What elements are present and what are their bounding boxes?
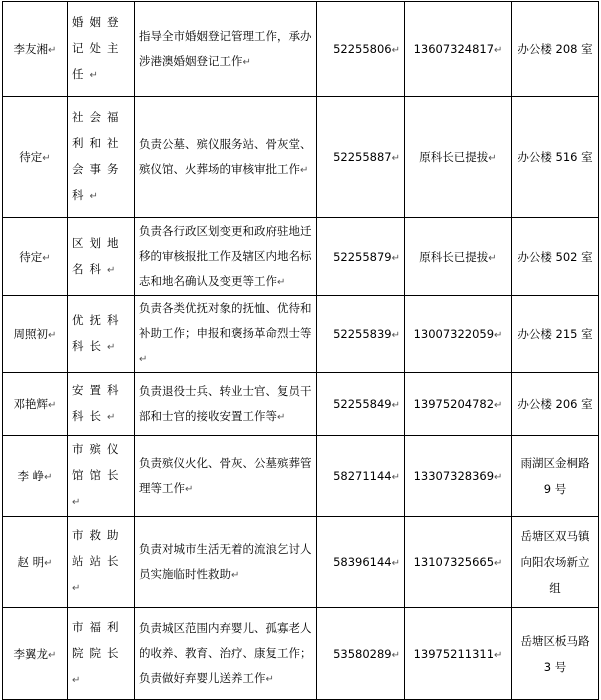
office-cell: 办公楼 208 室 bbox=[512, 2, 599, 97]
phone-cell: 52255887↵ bbox=[317, 97, 405, 218]
duty-cell: 负责殡仪火化、骨灰、公墓殡葬管理等工作↵ bbox=[135, 436, 317, 517]
mobile-cell: 13975211311↵ bbox=[405, 608, 512, 700]
name-cell: 待定↵ bbox=[3, 97, 68, 218]
duty-cell: 负责公墓、殡仪服务站、骨灰堂、殡仪馆、火葬场的审核审批工作↵ bbox=[135, 97, 317, 218]
phone-cell: 58271144↵ bbox=[317, 436, 405, 517]
phone-cell: 58396144↵ bbox=[317, 517, 405, 608]
phone-cell: 52255879↵ bbox=[317, 218, 405, 296]
duty-cell: 负责城区范围内弃婴儿、孤寡老人的收养、教育、治疗、康复工作；负责做好弃婴儿送养工作↵ bbox=[135, 608, 317, 700]
name-cell: 邓艳辉↵ bbox=[3, 373, 68, 436]
name-cell: 李 峥↵ bbox=[3, 436, 68, 517]
mobile-cell: 13007322059↵ bbox=[405, 296, 512, 373]
office-cell: 岳塘区板马路 3 号 bbox=[512, 608, 599, 700]
duty-cell: 负责各行政区划变更和政府驻地迁移的审核报批工作及辖区内地名标志和地名确认及变更等工作↵ bbox=[135, 218, 317, 296]
duty-cell: 负责各类优抚对象的抚恤、优待和补助工作；申报和褒扬革命烈士等↵ bbox=[135, 296, 317, 373]
table-row bbox=[3, 97, 599, 218]
office-cell: 办公楼 502 室 bbox=[512, 218, 599, 296]
duty-cell: 负责退役士兵、转业士官、复员干部和士官的接收安置工作等↵ bbox=[135, 373, 317, 436]
table-row bbox=[3, 608, 599, 700]
phone-cell: 52255849↵ bbox=[317, 373, 405, 436]
name-cell: 李友湘↵ bbox=[3, 2, 68, 97]
duty-cell: 指导全市婚姻登记管理工作，承办涉港澳婚姻登记工作↵ bbox=[135, 2, 317, 97]
name-cell: 周照初↵ bbox=[3, 296, 68, 373]
directory-table bbox=[2, 1, 599, 700]
name-cell: 李翼龙↵ bbox=[3, 608, 68, 700]
dept-cell: 优抚科科长↵ bbox=[68, 296, 135, 373]
table-row bbox=[3, 296, 599, 373]
table-row bbox=[3, 373, 599, 436]
name-cell: 赵 明↵ bbox=[3, 517, 68, 608]
phone-cell: 52255806↵ bbox=[317, 2, 405, 97]
dept-cell: 市福利院院长↵ bbox=[68, 608, 135, 700]
mobile-cell: 原科长已提拔↵ bbox=[405, 97, 512, 218]
phone-cell: 53580289↵ bbox=[317, 608, 405, 700]
dept-cell: 市殡仪馆馆长↵ bbox=[68, 436, 135, 517]
office-cell: 办公楼 215 室 bbox=[512, 296, 599, 373]
phone-cell: 52255839↵ bbox=[317, 296, 405, 373]
dept-cell: 安置科科长↵ bbox=[68, 373, 135, 436]
name-cell: 待定↵ bbox=[3, 218, 68, 296]
dept-cell: 市救助站站长↵ bbox=[68, 517, 135, 608]
mobile-cell: 13607324817↵ bbox=[405, 2, 512, 97]
table-row bbox=[3, 436, 599, 517]
table-row bbox=[3, 2, 599, 97]
mobile-cell: 13107325665↵ bbox=[405, 517, 512, 608]
mobile-cell: 13975204782↵ bbox=[405, 373, 512, 436]
table-row bbox=[3, 517, 599, 608]
duty-cell: 负责对城市生活无着的流浪乞讨人员实施临时性救助↵ bbox=[135, 517, 317, 608]
office-cell: 办公楼 206 室 bbox=[512, 373, 599, 436]
dept-cell: 区划地名科↵ bbox=[68, 218, 135, 296]
office-cell: 办公楼 516 室 bbox=[512, 97, 599, 218]
mobile-cell: 13307328369↵ bbox=[405, 436, 512, 517]
office-cell: 岳塘区双马镇向阳农场新立组 bbox=[512, 517, 599, 608]
office-cell: 雨湖区金桐路 9 号 bbox=[512, 436, 599, 517]
table-row bbox=[3, 218, 599, 296]
mobile-cell: 原科长已提拔↵ bbox=[405, 218, 512, 296]
dept-cell: 婚姻登记处主任↵ bbox=[68, 2, 135, 97]
dept-cell: 社会福利和社会事务科↵ bbox=[68, 97, 135, 218]
